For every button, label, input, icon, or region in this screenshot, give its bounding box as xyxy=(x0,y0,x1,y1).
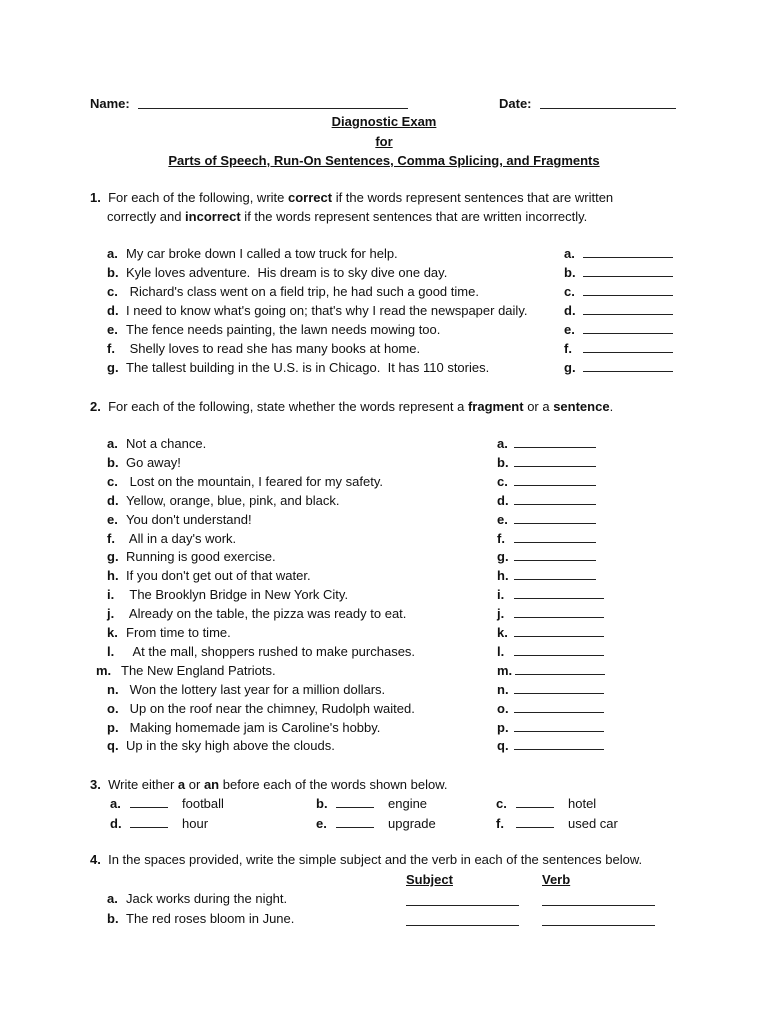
q2-item-letter: o. xyxy=(107,701,119,716)
q1-answer-label: e. xyxy=(564,322,575,337)
q2-answer-label: g. xyxy=(497,549,509,564)
q4-item-letter: a. xyxy=(107,891,118,906)
q1-answer-blank[interactable] xyxy=(583,340,673,353)
q2-item xyxy=(107,473,383,491)
q2-answer xyxy=(497,662,605,680)
q2-item-text: Yellow, orange, blue, pink, and black. xyxy=(126,493,340,508)
q2-item-letter: i. xyxy=(107,587,115,602)
q1-item-letter: a. xyxy=(107,246,118,261)
q2-answer-label: j. xyxy=(497,606,505,621)
q2-answer xyxy=(497,643,604,661)
q1-answer xyxy=(564,321,673,339)
q1-item-text: My car broke down I called a tow truck for help. xyxy=(126,246,398,261)
q4-item-text: Jack works during the night. xyxy=(126,891,288,906)
q2-answer-label: h. xyxy=(497,568,509,583)
q2-item-letter: q. xyxy=(107,738,119,753)
q2-item xyxy=(107,548,276,566)
q3-item xyxy=(316,795,427,813)
q2-text-c: . xyxy=(609,399,614,414)
q2-answer xyxy=(497,567,596,585)
q2-answer-label: e. xyxy=(497,512,508,527)
q2-item-letter: l. xyxy=(107,644,115,659)
q1-item-letter: b. xyxy=(107,265,119,280)
q3-item-word: used car xyxy=(568,816,618,831)
q1-answer-blank[interactable] xyxy=(583,245,673,258)
q2-item-text: From time to time. xyxy=(126,625,231,640)
q1-instructions-line2 xyxy=(107,209,587,225)
q2-item xyxy=(107,454,181,472)
q1-item xyxy=(107,321,440,339)
q1-item xyxy=(107,283,479,301)
q2-item xyxy=(107,511,252,529)
q3-keyword-a: a xyxy=(177,777,186,792)
q3-number: 3. xyxy=(90,777,101,792)
q1-item-text: Kyle loves adventure. His dream is to sky dive one day. xyxy=(126,265,448,280)
q1-answer xyxy=(564,359,673,377)
q2-answer-blank[interactable] xyxy=(514,737,604,750)
q4-text: In the spaces provided, write the simple subject and the verb in each of the sentences below. xyxy=(108,852,643,867)
q3-item xyxy=(316,815,436,833)
q2-answer-label: q. xyxy=(497,738,509,753)
q2-item xyxy=(107,643,415,661)
q2-answer-blank[interactable] xyxy=(514,435,596,448)
q3-item-word: upgrade xyxy=(388,816,436,831)
q2-answer-blank[interactable] xyxy=(514,511,596,524)
q2-answer-blank[interactable] xyxy=(514,624,604,637)
q2-item-text: At the mall, shoppers rushed to make purchases. xyxy=(126,644,416,659)
q2-answer xyxy=(497,737,604,755)
q2-item xyxy=(107,681,385,699)
q1-text-a: For each of the following, write xyxy=(108,190,288,205)
q2-answer-blank[interactable] xyxy=(514,681,604,694)
q4-verb-blank[interactable] xyxy=(542,893,655,906)
q3-item-word: football xyxy=(182,796,224,811)
q2-answer-blank[interactable] xyxy=(514,492,596,505)
q2-answer-blank[interactable] xyxy=(514,719,604,732)
q1-answer-blank[interactable] xyxy=(583,359,673,372)
q2-item-text: Already on the table, the pizza was ready to eat. xyxy=(126,606,407,621)
q4-verb-blank[interactable] xyxy=(542,913,655,926)
q4-item-letter: b. xyxy=(107,911,119,926)
q2-text-a: For each of the following, state whether the words represent a xyxy=(108,399,468,414)
q2-answer-label: f. xyxy=(497,531,505,546)
q3-item-letter: a. xyxy=(110,796,121,811)
q1-text-d: if the words represent sentences that are written incorrectly. xyxy=(240,209,588,224)
q2-answer xyxy=(497,511,596,529)
q3-item-word: hour xyxy=(182,816,209,831)
q2-answer xyxy=(497,681,604,699)
exam-title-for: for xyxy=(375,134,393,149)
q2-item-letter: e. xyxy=(107,512,118,527)
q2-answer xyxy=(497,586,604,604)
q2-item-letter: k. xyxy=(107,625,118,640)
q4-subject-blank[interactable] xyxy=(406,893,519,906)
q1-answer-label: f. xyxy=(564,341,572,356)
q2-item-letter: a. xyxy=(107,436,118,451)
q3-text-a: Write either xyxy=(108,777,178,792)
q2-item-letter: b. xyxy=(107,455,119,470)
q1-item-letter: d. xyxy=(107,303,119,318)
q2-item xyxy=(107,435,206,453)
q2-item xyxy=(107,719,380,737)
q4-instructions xyxy=(90,852,642,868)
q1-answer xyxy=(564,340,673,358)
q1-item-letter: e. xyxy=(107,322,118,337)
q3-article-blank[interactable] xyxy=(336,815,374,828)
q3-text-c: before each of the words shown below. xyxy=(219,777,448,792)
q1-answer-label: d. xyxy=(564,303,576,318)
q4-subject-header: Subject xyxy=(406,872,453,887)
q2-answer-label: b. xyxy=(497,455,509,470)
q4-item xyxy=(107,910,294,928)
date-label: Date: xyxy=(499,96,532,111)
q2-item-text: Not a chance. xyxy=(126,436,207,451)
q2-item xyxy=(107,605,406,623)
q1-item-letter: g. xyxy=(107,360,119,375)
q2-item-letter: g. xyxy=(107,549,119,564)
q1-number: 1. xyxy=(90,190,101,205)
q2-answer-blank[interactable] xyxy=(514,567,596,580)
q3-item xyxy=(496,815,618,833)
q2-item xyxy=(107,567,311,585)
q2-item-text: Won the lottery last year for a million dollars. xyxy=(126,682,386,697)
q3-item-letter: e. xyxy=(316,816,327,831)
q3-item-letter: d. xyxy=(110,816,122,831)
q2-answer xyxy=(497,530,596,548)
exam-subtitle: Parts of Speech, Run-On Sentences, Comma Splicing, and Fragments xyxy=(168,153,600,168)
q2-item xyxy=(107,737,335,755)
q2-item-text: Go away! xyxy=(126,455,181,470)
q2-answer-label: i. xyxy=(497,587,505,602)
q3-instructions xyxy=(90,777,448,793)
q2-answer-label: o. xyxy=(497,701,509,716)
q2-answer xyxy=(497,700,604,718)
q2-answer-label: m. xyxy=(497,663,513,678)
q1-answer xyxy=(564,245,673,263)
q1-answer-label: a. xyxy=(564,246,575,261)
q1-item-text: The fence needs painting, the lawn needs mowing too. xyxy=(126,322,441,337)
date-field[interactable] xyxy=(540,96,676,109)
q2-answer-blank[interactable] xyxy=(514,643,604,656)
q2-instructions xyxy=(90,399,613,415)
q2-item-letter: p. xyxy=(107,720,119,735)
q1-answer-blank[interactable] xyxy=(583,283,673,296)
q2-item-text: Running is good exercise. xyxy=(126,549,276,564)
q2-item-letter: h. xyxy=(107,568,119,583)
q1-answer-blank[interactable] xyxy=(583,264,673,277)
q1-instructions xyxy=(90,190,613,206)
q3-item-word: engine xyxy=(388,796,428,811)
q2-item-text: Up in the sky high above the clouds. xyxy=(126,738,335,753)
q2-answer xyxy=(497,548,596,566)
q3-item-letter: b. xyxy=(316,796,328,811)
q1-item xyxy=(107,264,447,282)
q1-item-text: Richard's class went on a field trip, he had such a good time. xyxy=(126,284,479,299)
q2-answer-label: k. xyxy=(497,625,508,640)
q2-answer-label: a. xyxy=(497,436,508,451)
q1-answer xyxy=(564,283,673,301)
q4-item xyxy=(107,890,287,908)
q4-item-text: The red roses bloom in June. xyxy=(126,911,295,926)
q2-answer xyxy=(497,473,596,491)
q2-item-letter: c. xyxy=(107,474,118,489)
q2-answer-label: c. xyxy=(497,474,508,489)
q2-item-letter: n. xyxy=(107,682,119,697)
q2-keyword-sentence: sentence xyxy=(553,399,610,414)
q2-number: 2. xyxy=(90,399,101,414)
q1-item xyxy=(107,359,489,377)
q2-item-letter: f. xyxy=(107,531,115,546)
q2-answer-blank[interactable] xyxy=(514,700,604,713)
q1-answer-label: b. xyxy=(564,265,576,280)
name-label: Name: xyxy=(90,96,130,111)
q1-answer-label: c. xyxy=(564,284,575,299)
q1-answer-label: g. xyxy=(564,360,576,375)
q3-keyword-an: an xyxy=(203,777,220,792)
q3-article-blank[interactable] xyxy=(516,795,554,808)
q2-item-text: You don't understand! xyxy=(126,512,252,527)
q3-item xyxy=(110,815,208,833)
q2-item xyxy=(96,662,276,680)
q1-item-letter: c. xyxy=(107,284,118,299)
q3-article-blank[interactable] xyxy=(516,815,554,828)
q2-item xyxy=(107,530,236,548)
q2-answer-blank[interactable] xyxy=(514,473,596,486)
q1-item xyxy=(107,340,420,358)
q2-answer-blank[interactable] xyxy=(514,586,604,599)
q2-answer-blank[interactable] xyxy=(514,548,596,561)
q2-answer xyxy=(497,454,596,472)
q2-answer xyxy=(497,719,604,737)
q1-text-c: correctly and xyxy=(107,209,186,224)
q4-subject-blank[interactable] xyxy=(406,913,519,926)
q1-answer xyxy=(564,264,673,282)
q3-article-blank[interactable] xyxy=(130,795,168,808)
q3-item-word: hotel xyxy=(568,796,597,811)
q2-item-text: All in a day's work. xyxy=(126,531,237,546)
q2-item-letter: j. xyxy=(107,606,115,621)
q2-item xyxy=(107,624,231,642)
q4-verb-header: Verb xyxy=(542,872,571,887)
q2-answer xyxy=(497,624,604,642)
q3-text-b: or xyxy=(185,777,204,792)
q2-answer-blank[interactable] xyxy=(515,662,605,675)
exam-title: Diagnostic Exam xyxy=(331,114,437,129)
q1-item-text: I need to know what's going on; that's why I read the newspaper daily. xyxy=(126,303,528,318)
q1-answer xyxy=(564,302,673,320)
q2-answer xyxy=(497,435,596,453)
q3-article-blank[interactable] xyxy=(130,815,168,828)
q3-article-blank[interactable] xyxy=(336,795,374,808)
q2-item xyxy=(107,492,339,510)
q2-item-text: If you don't get out of that water. xyxy=(126,568,311,583)
q2-answer-blank[interactable] xyxy=(514,605,604,618)
q1-answer-blank[interactable] xyxy=(583,321,673,334)
q3-item-letter: c. xyxy=(496,796,507,811)
q2-item xyxy=(107,700,415,718)
q1-item-text: The tallest building in the U.S. is in Chicago. It has 110 stories. xyxy=(126,360,490,375)
q2-item-text: Up on the roof near the chimney, Rudolph waited. xyxy=(126,701,415,716)
q1-item-text: Shelly loves to read she has many books at home. xyxy=(126,341,421,356)
q3-item xyxy=(496,795,596,813)
q1-keyword-incorrect: incorrect xyxy=(185,209,241,224)
q1-answer-blank[interactable] xyxy=(583,302,673,315)
q1-keyword-correct: correct xyxy=(288,190,333,205)
q2-answer-blank[interactable] xyxy=(514,530,596,543)
q2-item-text: The Brooklyn Bridge in New York City. xyxy=(126,587,349,602)
q1-item xyxy=(107,302,527,320)
q2-answer-blank[interactable] xyxy=(514,454,596,467)
q1-item xyxy=(107,245,398,263)
q1-item-letter: f. xyxy=(107,341,115,356)
q2-answer-label: l. xyxy=(497,644,505,659)
q2-item-text: Lost on the mountain, I feared for my safety. xyxy=(126,474,384,489)
q2-answer xyxy=(497,492,596,510)
q2-item-text: The New England Patriots. xyxy=(121,663,276,678)
q3-item-letter: f. xyxy=(496,816,504,831)
q2-answer-label: d. xyxy=(497,493,509,508)
name-field[interactable] xyxy=(138,96,408,109)
q2-answer xyxy=(497,605,604,623)
q2-text-b: or a xyxy=(523,399,554,414)
q2-item-letter: d. xyxy=(107,493,119,508)
q2-answer-label: p. xyxy=(497,720,509,735)
q2-keyword-fragment: fragment xyxy=(467,399,524,414)
q2-item-letter: m. xyxy=(96,663,112,678)
q4-number: 4. xyxy=(90,852,101,867)
q1-text-b: if the words represent sentences that are written xyxy=(332,190,614,205)
q2-item xyxy=(107,586,348,604)
q2-item-text: Making homemade jam is Caroline's hobby. xyxy=(126,720,381,735)
q3-item xyxy=(110,795,224,813)
q2-answer-label: n. xyxy=(497,682,509,697)
